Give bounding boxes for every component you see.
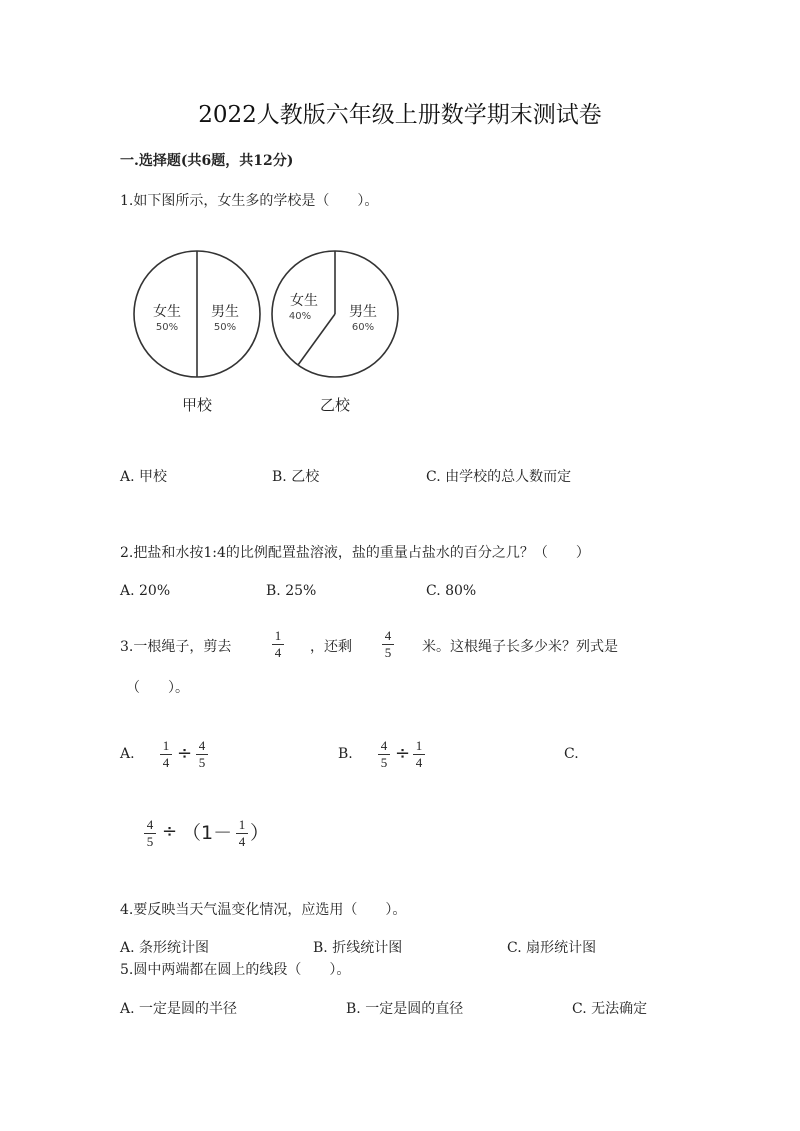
question-5-text: 5.圆中两端都在圆上的线段（ ）。 <box>120 962 351 978</box>
q3-option-a-frac2-num: 4 <box>198 738 206 753</box>
q5-option-a[interactable]: A. 一定是圆的半径 <box>120 1001 238 1017</box>
q3-option-b-divide-sign: ÷ <box>395 743 411 764</box>
pie-a-school-name: 甲校 <box>181 396 213 414</box>
q3-option-a-divide-sign: ÷ <box>177 743 193 764</box>
q3-option-c-frac2-den: 4 <box>238 834 246 849</box>
q3-fraction-cut-den: 4 <box>274 645 282 660</box>
pie-b-girl-label: 女生 <box>290 293 318 309</box>
q3-option-c-label[interactable]: C. <box>564 746 579 762</box>
q1-option-c[interactable]: C. 由学校的总人数而定 <box>426 469 572 485</box>
q2-option-a[interactable]: A. 20% <box>120 583 171 599</box>
q3-option-b-frac2-den: 4 <box>415 755 423 770</box>
q4-option-c[interactable]: C. 扇形统计图 <box>507 940 597 956</box>
pie-chart-school-a <box>134 251 260 414</box>
q3-option-c-frac1-num: 4 <box>146 817 154 832</box>
q3-option-c-frac1-den: 5 <box>146 834 154 849</box>
q3-fraction-left-den: 5 <box>384 645 392 660</box>
q1-option-b[interactable]: B. 乙校 <box>272 469 320 485</box>
question-3-text-d: （ ）。 <box>126 680 189 696</box>
q3-option-c-divide-sign: ÷ <box>162 821 178 842</box>
q5-option-b[interactable]: B. 一定是圆的直径 <box>346 1001 464 1017</box>
question-1-text: 1.如下图所示，女生多的学校是（ ）。 <box>120 193 379 209</box>
pie-b-school-name: 乙校 <box>319 396 351 414</box>
q4-option-a[interactable]: A. 条形统计图 <box>120 940 210 956</box>
q3-option-c-right-paren: ） <box>250 822 270 844</box>
q3-option-a-frac2 <box>196 738 208 771</box>
q3-option-c-frac1 <box>144 817 156 850</box>
question-3-text-c: 米。这根绳子长多少米？列式是 <box>422 639 618 655</box>
q3-option-a-frac1-num: 1 <box>162 738 170 753</box>
pie-b-boy-label: 男生 <box>349 304 377 320</box>
q3-fraction-cut <box>272 628 284 661</box>
q2-option-b[interactable]: B. 25% <box>266 583 317 599</box>
q3-option-b-label[interactable]: B. <box>338 746 353 762</box>
pie-a-girl-pct: 50% <box>155 322 179 333</box>
question-3-text-b: ，还剩 <box>310 639 352 655</box>
section-heading: 一.选择题(共6题，共12分) <box>120 153 294 169</box>
q4-option-b[interactable]: B. 折线统计图 <box>313 940 403 956</box>
q3-option-b-frac2 <box>413 738 425 771</box>
pie-b-boy-pct: 60% <box>351 322 375 333</box>
q3-option-c-frac2 <box>236 817 248 850</box>
page-title: 2022人教版六年级上册数学期末测试卷 <box>198 102 602 128</box>
q3-option-a-frac2-den: 5 <box>198 755 206 770</box>
question-4-text: 4.要反映当天气温变化情况，应选用（ ）。 <box>120 902 407 918</box>
question-2-text: 2.把盐和水按1:4的比例配置盐溶液，盐的重量占盐水的百分之几？（ ） <box>120 545 590 561</box>
q3-fraction-cut-num: 1 <box>274 628 282 643</box>
pie-a-boy-label: 男生 <box>211 304 239 320</box>
pie-a-boy-pct: 50% <box>213 322 237 333</box>
question-3-text-a: 3.一根绳子，剪去 <box>120 639 232 655</box>
q1-option-a[interactable]: A. 甲校 <box>120 469 168 485</box>
q3-option-b-frac1-den: 5 <box>380 755 388 770</box>
q3-fraction-left-num: 4 <box>384 628 392 643</box>
pie-a-girl-label: 女生 <box>153 304 181 320</box>
q3-option-b-frac1-num: 4 <box>380 738 388 753</box>
q5-option-c[interactable]: C. 无法确定 <box>572 1001 648 1017</box>
q3-option-c-frac2-num: 1 <box>238 817 246 832</box>
pie-chart-school-b <box>272 251 398 414</box>
pie-b-girl-pct: 40% <box>288 311 312 322</box>
q3-option-c-left-paren: （1－ <box>182 822 233 844</box>
q2-option-c[interactable]: C. 80% <box>426 583 477 599</box>
q3-option-b-frac1 <box>378 738 390 771</box>
q1-pie-charts-figure <box>125 240 415 420</box>
q3-fraction-left <box>382 628 394 661</box>
q3-option-a-frac1 <box>160 738 172 771</box>
q3-option-b-frac2-num: 1 <box>415 738 423 753</box>
q3-option-a-label[interactable]: A. <box>120 746 135 762</box>
q3-option-a-frac1-den: 4 <box>162 755 170 770</box>
